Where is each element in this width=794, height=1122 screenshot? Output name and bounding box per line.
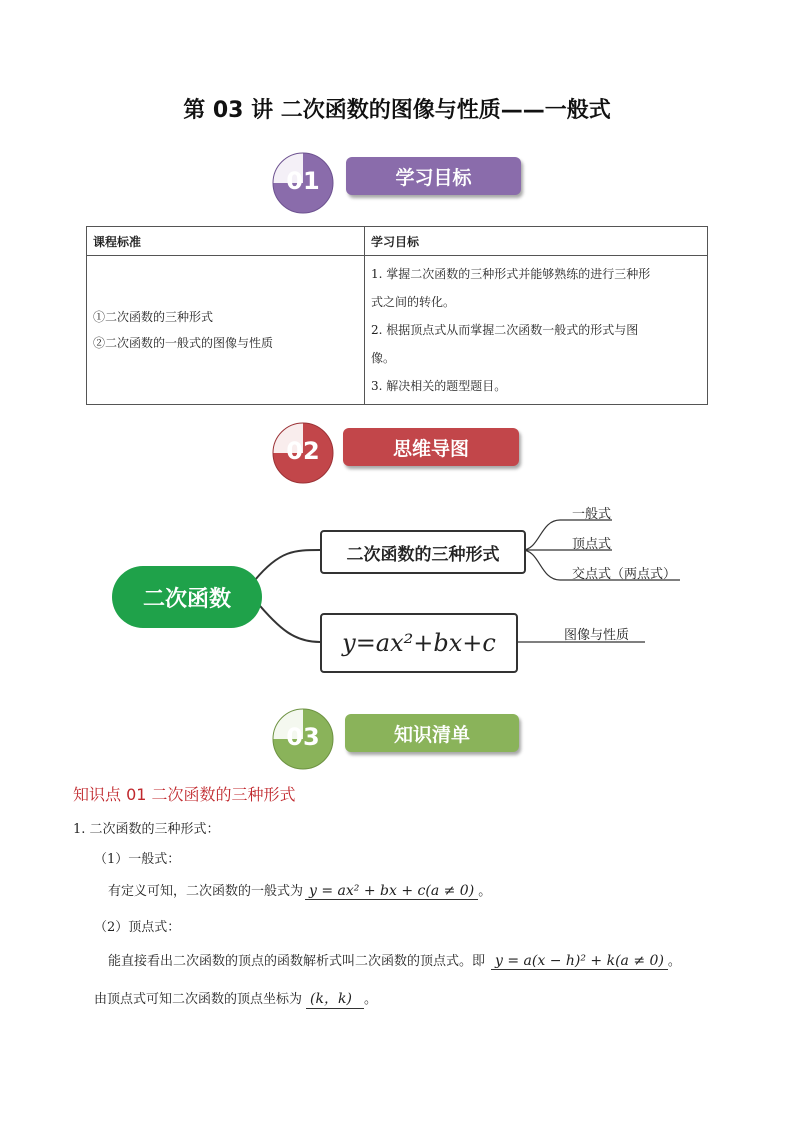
mindmap-branch-formula: y=ax²+bx+c — [320, 613, 518, 673]
knowledge-point-title: 知识点 01 二次函数的三种形式 — [73, 785, 296, 804]
mindmap-branch-forms: 二次函数的三种形式 — [320, 530, 526, 574]
goals-table — [86, 226, 708, 405]
objective-line: 像。 — [371, 351, 396, 365]
standards-cell — [87, 256, 365, 405]
section-03-label: 知识清单 — [345, 714, 519, 752]
section-02-label: 思维导图 — [343, 428, 519, 466]
vertex-coord-line — [94, 988, 377, 1009]
objective-line: 式之间的转化。 — [371, 295, 456, 309]
sub-heading-vertex: （2）顶点式： — [94, 920, 181, 935]
section-03-number: 03 — [286, 723, 320, 751]
vertex-form-text: 能直接看出二次函数的顶点的函数解析式叫二次函数的顶点式。即 — [108, 954, 486, 969]
vertex-coord-answer: (k，k) — [306, 988, 364, 1009]
mindmap-leaf-graph: 图像与性质 — [564, 628, 630, 643]
section-02-number: 02 — [286, 437, 320, 465]
mindmap-leaf-vertex: 顶点式 — [572, 537, 612, 552]
vertex-coord-text: 由顶点式可知二次函数的顶点坐标为 — [94, 992, 303, 1007]
objective-line: 2. 根据顶点式从而掌握二次函数一般式的形式与图 — [371, 323, 639, 337]
sub-heading-general: （1）一般式： — [94, 852, 181, 867]
page-title: 第 03 讲 二次函数的图像与性质——一般式 — [183, 98, 611, 123]
standard-item: ①二次函数的三种形式 — [93, 310, 214, 324]
col-header-objective: 学习目标 — [365, 227, 708, 256]
col-header-standard: 课程标准 — [87, 227, 365, 256]
objectives-cell — [365, 256, 708, 405]
mindmap-root: 二次函数 — [112, 566, 262, 628]
period: 。 — [364, 992, 378, 1007]
period: 。 — [667, 954, 681, 969]
objective-line: 3. 解决相关的题型题目。 — [371, 379, 507, 393]
general-form-answer: y = ax² + bx + c(a ≠ 0) — [305, 883, 478, 900]
general-form-line — [108, 880, 491, 900]
section-01-label: 学习目标 — [346, 157, 521, 195]
mindmap-leaf-general: 一般式 — [572, 507, 612, 522]
section-01-number: 01 — [286, 167, 320, 195]
mindmap-leaf-intercept: 交点式（两点式） — [572, 567, 677, 582]
objective-line: 1. 掌握二次函数的三种形式并能够熟练的进行三种形 — [371, 267, 651, 281]
period: 。 — [478, 884, 492, 899]
vertex-form-answer: y = a(x − h)² + k(a ≠ 0) — [491, 953, 668, 970]
general-form-text: 有定义可知，二次函数的一般式为 — [108, 884, 304, 899]
standard-item: ②二次函数的一般式的图像与性质 — [93, 336, 274, 350]
item-heading: 1. 二次函数的三种形式： — [73, 822, 220, 837]
vertex-form-line — [108, 950, 681, 970]
